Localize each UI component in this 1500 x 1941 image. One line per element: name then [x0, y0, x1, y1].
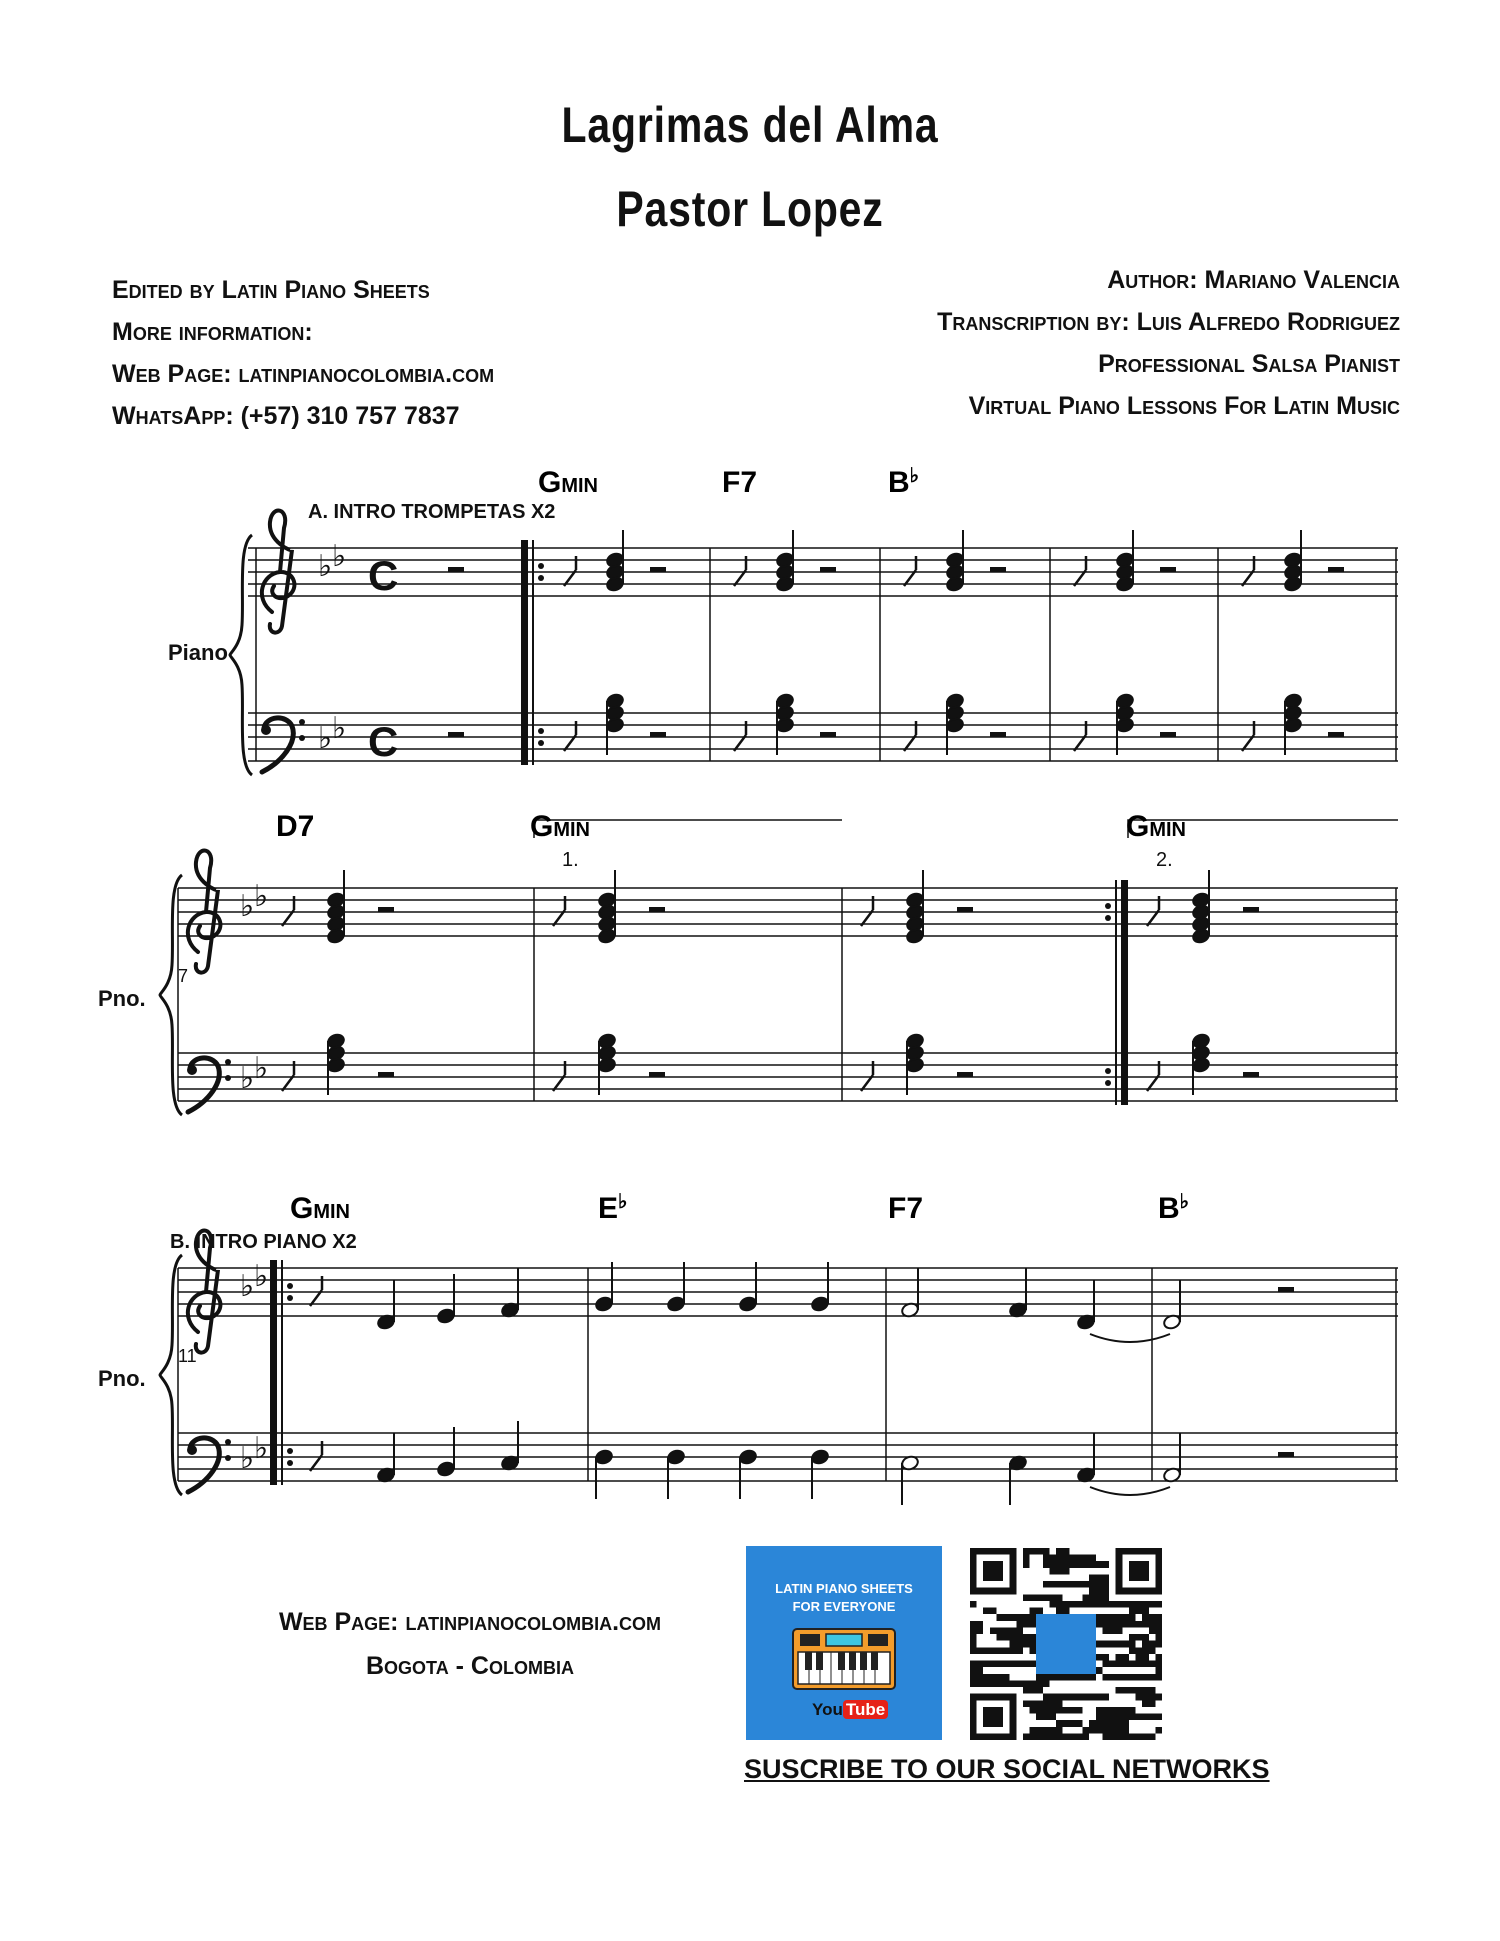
- rest: [378, 1072, 394, 1077]
- chord-symbol: GMIN: [530, 810, 591, 843]
- notes-layer: [282, 530, 1344, 1505]
- lessons-tagline: Virtual Piano Lessons For Latin Music: [968, 392, 1400, 420]
- svg-text:♭: ♭: [240, 890, 255, 923]
- second-ending-label: 2.: [1156, 849, 1173, 871]
- section-b-label: B. INTRO PIANO X2: [170, 1231, 357, 1253]
- web-page-header: Web Page: latinpianocolombia.com: [112, 360, 495, 388]
- chord-symbol: GMIN: [290, 1192, 351, 1225]
- transcription-credit: Transcription by: Luis Alfredo Rodriguez: [937, 308, 1400, 336]
- note-head: [666, 1449, 685, 1466]
- pianist-role: Professional Salsa Pianist: [1098, 350, 1400, 378]
- note-head: [605, 552, 624, 569]
- svg-text:♭: ♭: [254, 880, 269, 913]
- first-ending-label: 1.: [562, 849, 579, 871]
- youtube-banner-line1: LATIN PIANO SHEETS: [775, 1581, 913, 1596]
- instrument-label-short: Pno.: [98, 986, 146, 1011]
- edited-by: Edited by Latin Piano Sheets: [112, 276, 430, 304]
- svg-text:C: C: [368, 552, 399, 599]
- rest: [957, 907, 973, 912]
- chord-symbol: GMIN: [1126, 810, 1187, 843]
- section-a-label: A. INTRO TROMPETAS X2: [308, 501, 556, 523]
- chord-symbol: GMIN: [538, 466, 599, 499]
- svg-text:♭: ♭: [254, 1432, 269, 1465]
- note-head: [905, 892, 924, 909]
- chord-symbol: B♭: [888, 465, 920, 499]
- svg-text:♭: ♭: [318, 550, 333, 583]
- youtube-banner-line2: FOR EVERYONE: [792, 1599, 896, 1614]
- system-1: [230, 511, 1398, 775]
- footer-web-page: Web Page: latinpianocolombia.com: [278, 1608, 662, 1636]
- note-head: [738, 1296, 757, 1313]
- note-head: [597, 892, 616, 909]
- svg-text:C: C: [368, 718, 399, 765]
- rest: [1328, 732, 1344, 737]
- measure-number: 11: [178, 1346, 197, 1366]
- rest: [1243, 1072, 1259, 1077]
- svg-text:♭: ♭: [240, 1442, 255, 1475]
- author: Author: Mariano Valencia: [1107, 266, 1400, 294]
- instrument-label: Piano: [168, 640, 228, 665]
- note-head: [945, 552, 964, 569]
- whatsapp-contact: WhatsApp: (+57) 310 757 7837: [112, 402, 460, 430]
- note-head: [905, 1033, 924, 1050]
- note-head: [326, 1033, 345, 1050]
- note-head: [1283, 693, 1302, 710]
- song-title: Lagrimas del Alma: [561, 97, 939, 153]
- rest: [649, 907, 665, 912]
- rest: [1328, 567, 1344, 572]
- keyboard-icon: [792, 1628, 896, 1690]
- note-head: [738, 1449, 757, 1466]
- note-head: [775, 693, 794, 710]
- rest: [378, 907, 394, 912]
- note-head: [1115, 552, 1134, 569]
- note-head: [810, 1296, 829, 1313]
- svg-text:♭: ♭: [254, 1260, 269, 1293]
- note-head: [605, 693, 624, 710]
- note-head: [594, 1296, 613, 1313]
- note-head: [1191, 1033, 1210, 1050]
- system-3: [160, 1231, 1398, 1495]
- artist-name: Pastor Lopez: [616, 181, 884, 237]
- rest: [990, 567, 1006, 572]
- rest: [649, 1072, 665, 1077]
- chord-symbol: D7: [276, 810, 315, 843]
- note-head: [436, 1308, 455, 1325]
- note-head: [945, 693, 964, 710]
- footer-location: Bogota - Colombia: [366, 1652, 574, 1680]
- note-head: [775, 552, 794, 569]
- note-head: [1283, 552, 1302, 569]
- measure-number: 7: [178, 966, 189, 986]
- note-head: [597, 1033, 616, 1050]
- svg-text:♭: ♭: [254, 1052, 269, 1085]
- svg-text:♭: ♭: [240, 1062, 255, 1095]
- system-2: [160, 820, 1398, 1115]
- svg-text:♭: ♭: [318, 722, 333, 755]
- chord-symbol: E♭: [598, 1191, 628, 1225]
- note-head: [594, 1449, 613, 1466]
- subscribe-link[interactable]: SUSCRIBE TO OUR SOCIAL NETWORKS: [744, 1754, 1270, 1784]
- svg-text:♭: ♭: [332, 540, 347, 573]
- note-head: [1191, 892, 1210, 909]
- rest: [650, 732, 666, 737]
- rest: [1160, 732, 1176, 737]
- instrument-label-short: Pno.: [98, 1366, 146, 1391]
- svg-text:♭: ♭: [240, 1270, 255, 1303]
- note-head: [666, 1296, 685, 1313]
- youtube-channel-banner[interactable]: [746, 1546, 942, 1740]
- rest: [990, 732, 1006, 737]
- chord-symbol: F7: [722, 466, 758, 499]
- youtube-logo: You Tube: [812, 1700, 888, 1720]
- rest: [1243, 907, 1259, 912]
- rest: [820, 732, 836, 737]
- chord-symbol: B♭: [1158, 1191, 1190, 1225]
- note-head: [326, 892, 345, 909]
- chord-symbol: F7: [888, 1192, 924, 1225]
- rest: [650, 567, 666, 572]
- note-head: [1115, 693, 1134, 710]
- rest: [820, 567, 836, 572]
- qr-code[interactable]: [970, 1548, 1162, 1740]
- note-head: [810, 1449, 829, 1466]
- rest: [1160, 567, 1176, 572]
- svg-text:♭: ♭: [332, 712, 347, 745]
- more-information: More information:: [112, 318, 313, 346]
- note-head: [436, 1461, 455, 1478]
- rest: [957, 1072, 973, 1077]
